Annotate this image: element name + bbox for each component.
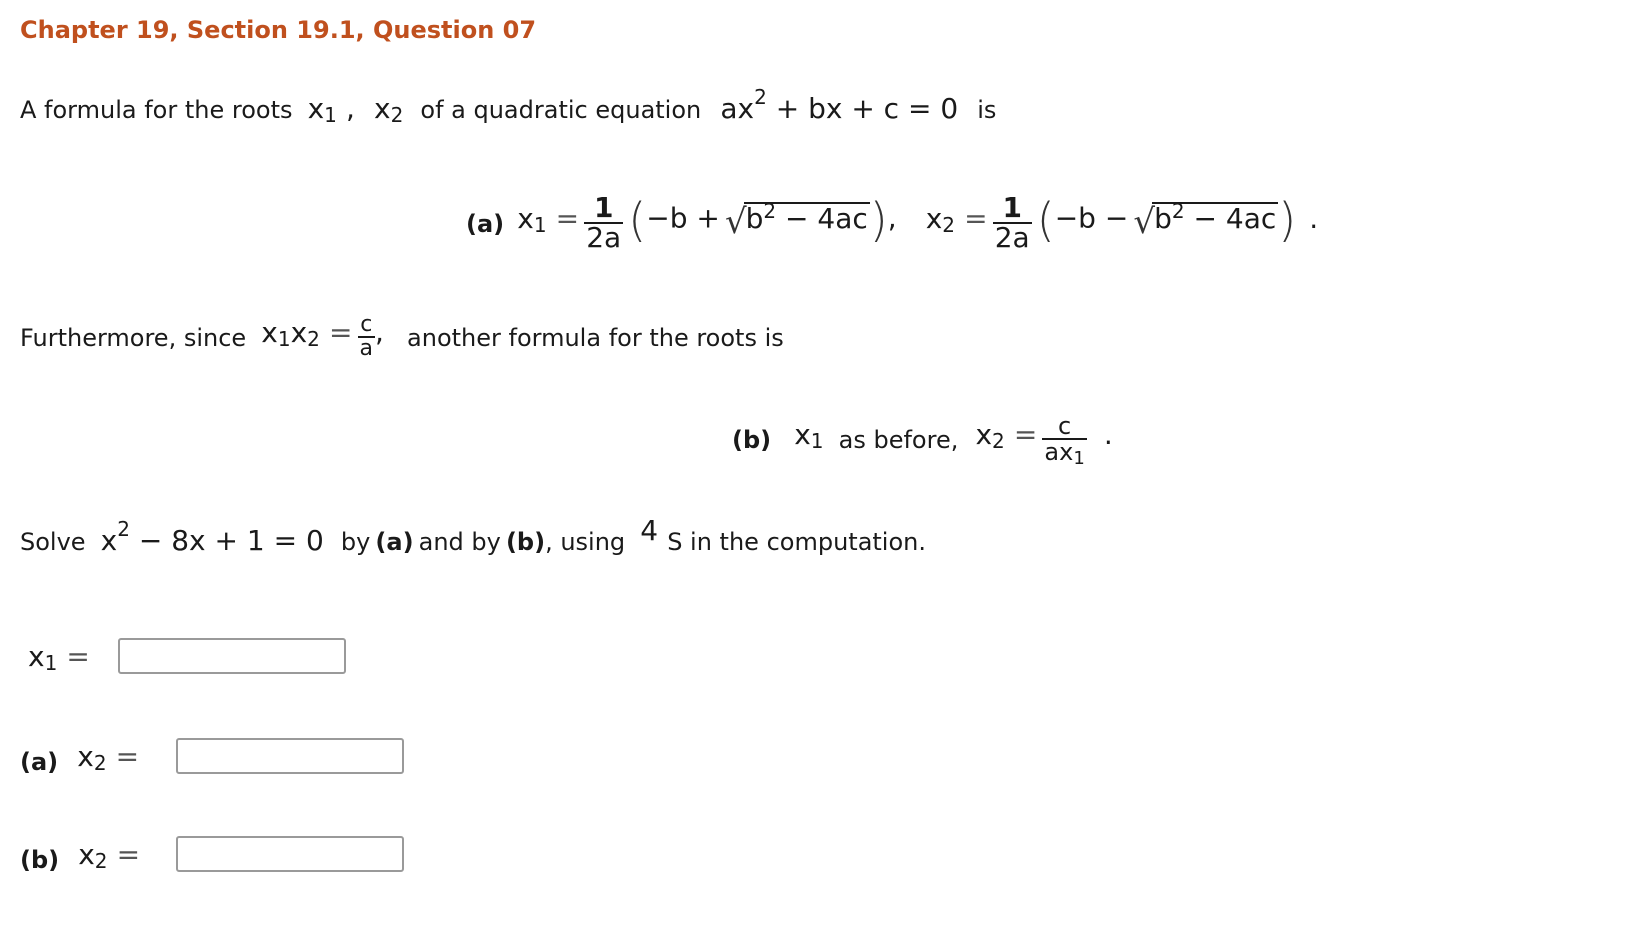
sqrt-icon: √ — [724, 202, 747, 242]
sqrt-icon: √ — [1133, 202, 1156, 242]
intro-text-middle: of a quadratic equation — [420, 96, 702, 124]
intro-x2: x2 — [373, 92, 404, 127]
answer-x1-label: x1 = — [28, 640, 90, 675]
formula-b-x2: x2 — [975, 417, 1005, 453]
furthermore-text-after: another formula for the roots is — [407, 323, 784, 352]
formula-a-fraction-2: $\frac{1}{2a}$ — [994, 191, 1030, 254]
furthermore-comma: , — [375, 315, 384, 349]
formula-a — [466, 191, 1319, 254]
formula-b-equals: = — [1013, 417, 1038, 451]
solve-text: Solve — [20, 528, 86, 556]
intro-text-after: is — [977, 96, 997, 124]
furthermore-text-before: Furthermore, since — [20, 323, 247, 352]
b-x2-answer-input[interactable] — [176, 836, 404, 872]
formula-a-period: . — [1309, 201, 1319, 235]
furthermore-line — [20, 314, 784, 360]
formula-a-equals-1: = — [555, 201, 580, 235]
solve-line — [20, 514, 926, 557]
formula-a-left-paren-2: ( — [1036, 193, 1055, 247]
intro-x1: x1 — [307, 92, 337, 127]
formula-a-radicand-2: $b^2 - 4ac$ — [1154, 198, 1277, 235]
intro-quadratic-equation: $ax^2$ + bx + c = 0 — [720, 85, 959, 125]
formula-b-period: . — [1103, 417, 1113, 451]
formula-a-x2: x2 — [925, 201, 956, 237]
formula-a-label: (a) — [466, 209, 505, 238]
furthermore-product: x1x2 — [261, 315, 320, 351]
formula-a-left-paren-1: ( — [628, 193, 647, 247]
solve-text-using: , using — [545, 528, 626, 556]
solve-label-b: (b) — [505, 528, 546, 556]
question-title: Chapter 19, Section 19.1, Question 07 — [20, 16, 537, 44]
furthermore-equals: = — [328, 315, 353, 349]
formula-a-radicand-1: $b^2 - 4ac$ — [745, 198, 868, 235]
solve-label-a: (a) — [375, 528, 414, 556]
formula-b-label: (b) — [732, 425, 772, 454]
formula-a-fraction-1: $\frac{1}{2a}$ — [586, 191, 622, 254]
intro-text-before: A formula for the roots — [20, 96, 293, 124]
formula-b-x1: x1 — [794, 417, 824, 453]
furthermore-fraction: $\frac{c}{a}$ — [359, 312, 374, 361]
solve-text-by: by — [340, 528, 371, 556]
formula-a-x1: x1 — [517, 201, 547, 237]
formula-b-fraction: $\frac{c}{ax1}$ — [1044, 412, 1085, 469]
formula-b-as-before: as before, — [838, 425, 959, 454]
solve-text-end: S in the computation. — [667, 528, 926, 556]
solve-text-and-by: and by — [418, 528, 501, 556]
formula-a-comma: , — [887, 201, 897, 235]
formula-a-equals-2: = — [964, 201, 988, 235]
formula-b — [732, 412, 1113, 469]
intro-comma: , — [345, 92, 355, 125]
solve-equation: $x^2 - 8x + 1 = 0$ — [100, 517, 324, 557]
a-x2-answer-input[interactable] — [176, 738, 404, 774]
answer-a-x2-label: (a) x2 = — [20, 740, 140, 776]
formula-a-right-paren-2: ) — [1278, 193, 1297, 247]
formula-a-minus-b-minus: −b − — [1054, 201, 1129, 235]
x1-answer-input[interactable] — [118, 638, 346, 674]
solve-digits: 4 — [640, 514, 659, 547]
answer-b-x2-label: (b) x2 = — [20, 838, 141, 874]
formula-a-right-paren-1: ) — [869, 193, 888, 247]
formula-a-minus-b-plus: −b + — [646, 201, 720, 235]
intro-line — [20, 85, 997, 127]
